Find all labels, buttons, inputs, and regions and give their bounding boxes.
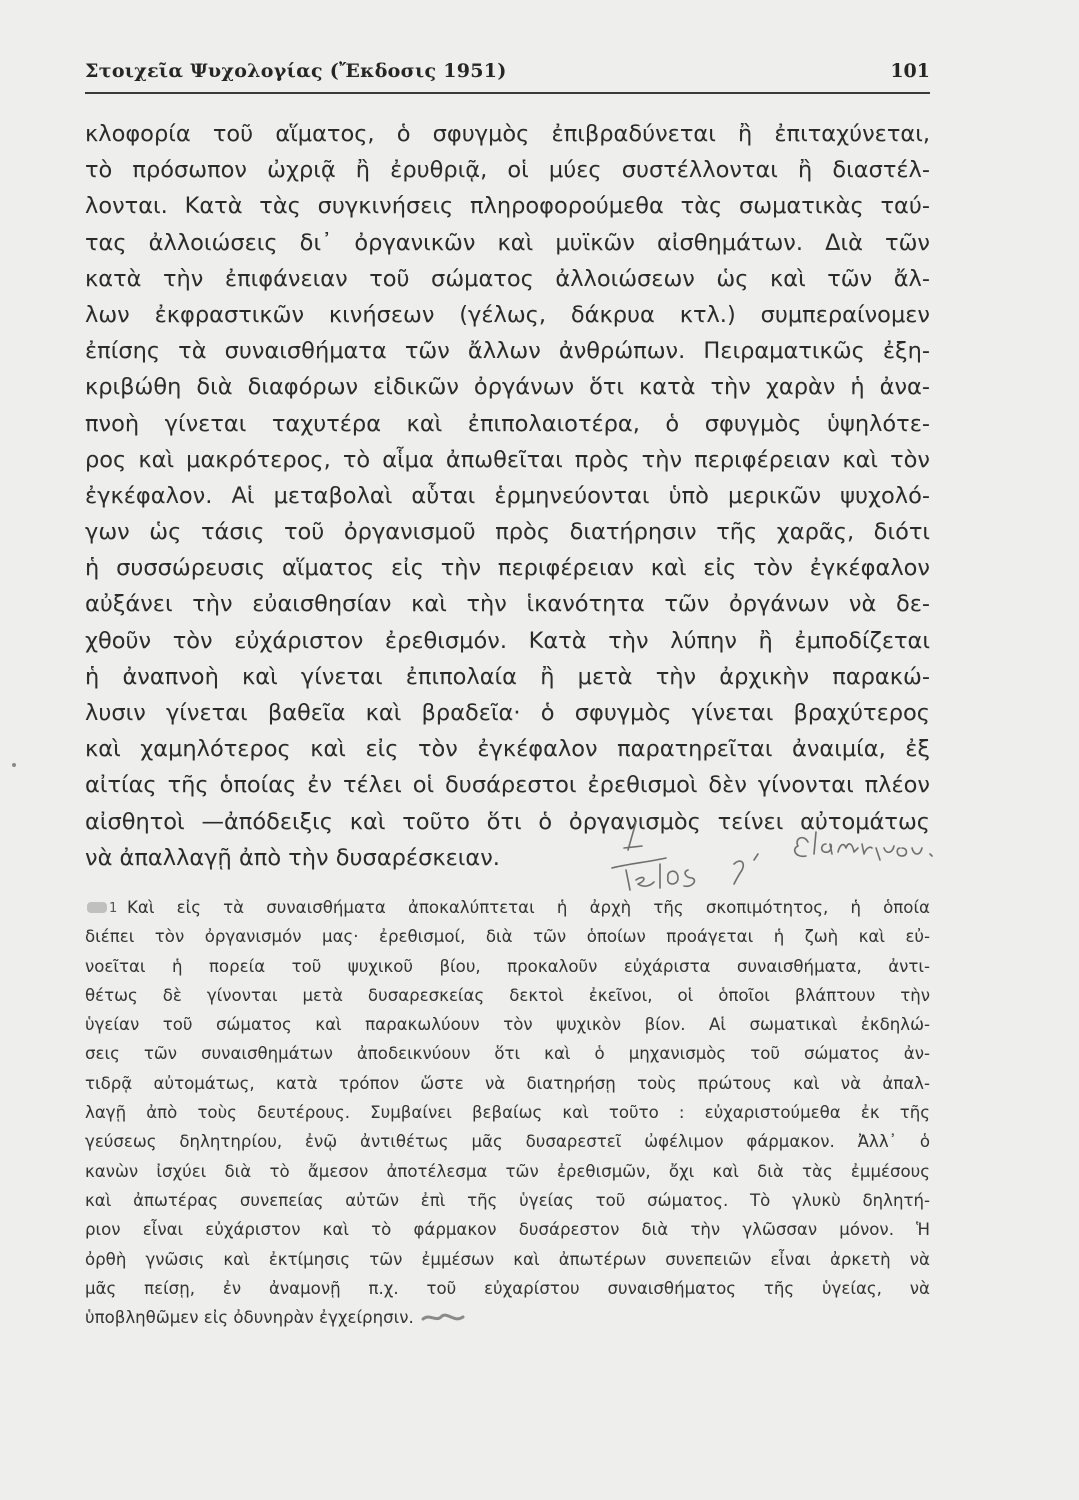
- text-line: κλοφορία τοῦ αἵματος, ὁ σφυγμὸς ἐπιβραδύνεται ἢ ἐπιταχύνεται,: [85, 121, 930, 147]
- text-line: ἐπίσης τὰ συναισθήματα τῶν ἄλλων ἀνθρώπων. Πειραματικῶς ἐξη-: [85, 338, 930, 365]
- footnote-line: νοεῖται ἡ πορεία τοῦ ψυχικοῦ βίου, προκαλοῦν εὐχάριστα συναισθήματα, ἀντι-: [85, 956, 930, 976]
- footnote-text: ὑποβληθῶμεν εἰς ὀδυνηρὰν ἐγχείρησιν.: [85, 1308, 414, 1328]
- text-line: αὐξάνει τὴν εὐαισθησίαν καὶ τὴν ἱκανότητα τῶν ὀργάνων νὰ δε-: [85, 591, 930, 618]
- footnote-line: σεις τῶν συναισθημάτων ἀποδεικνύουν ὅτι καὶ ὁ μηχανισμὸς τοῦ σώματος ἀν-: [85, 1044, 930, 1064]
- footnote-line: ὑγείαν τοῦ σώματος καὶ παρακωλύουν τὸν ψυχικὸν βίον. Αἱ σωματικαὶ ἐκδηλώ-: [85, 1015, 930, 1035]
- footnote-line: καὶ ἀπωτέρας συνεπείας αὐτῶν ἐπὶ τῆς ὑγείας τοῦ σώματος. Τὸ γλυκὺ δηλητή-: [85, 1190, 930, 1210]
- text-line: κριβώθη διὰ διαφόρων εἰδικῶν ὀργάνων ὅτι κατὰ τὴν χαρὰν ἡ ἀνα-: [85, 374, 930, 401]
- text-line: ἐγκέφαλον. Αἱ μεταβολαὶ αὗται ἑρμηνεύονται ὑπὸ μερικῶν ψυχολό-: [85, 482, 930, 509]
- handwritten-annotation: [608, 818, 968, 898]
- footnote-line-last: [85, 1303, 930, 1332]
- footnote-line: ριον εἶναι εὐχάριστον καὶ τὸ φάρμακον δυσάρεστον διὰ τὴν γλῶσσαν μόνον. Ἡ: [85, 1220, 930, 1240]
- footnote-line: κανὼν ἰσχύει διὰ τὸ ἄμεσον ἀποτέλεσμα τῶν ἐρεθισμῶν, ὄχι καὶ διὰ τὰς ἐμμέσους: [85, 1161, 930, 1181]
- footnote-line: διέπει τὸν ὀργανισμόν μας· ἐρεθισμοί, διὰ τῶν ὁποίων προάγεται ἡ ζωὴ καὶ εὐ-: [85, 927, 930, 947]
- text-line: ἡ συσσώρευσις αἵματος εἰς τὴν περιφέρειαν καὶ εἰς τὸν ἐγκέφαλον: [85, 555, 930, 582]
- footnote-text: Καὶ εἰς τὰ συναισθήματα ἀποκαλύπτεται ἡ ἀρχὴ τῆς σκοπιμότητος, ἡ ὁποία: [127, 898, 930, 917]
- text-line: γων ὡς τάσις τοῦ ὀργανισμοῦ πρὸς διατήρησιν τῆς χαρᾶς, διότι: [85, 519, 930, 546]
- footnote-line: θέτως δὲ γίνονται μετὰ δυσαρεσκείας δεκτοὶ ἐκεῖνοι, οἱ ὁποῖοι βλάπτουν τὴν: [85, 985, 930, 1005]
- main-text: [85, 116, 930, 876]
- text-line: αἰτίας τῆς ὁποίας ἐν τέλει οἱ δυσάρεστοι ἐρεθισμοὶ δὲν γίνονται πλέον: [85, 772, 930, 799]
- footnote-line: λαγῇ ἀπὸ τοὺς δευτέρους. Συμβαίνει βεβαίως καὶ τοῦτο : εὐχαριστούμεθα ἐκ τῆς: [85, 1103, 930, 1123]
- text-line: τας ἀλλοιώσεις δι᾽ ὀργανικῶν καὶ μυϊκῶν αἰσθημάτων. Διὰ τῶν: [85, 229, 930, 256]
- text-line: τὸ πρόσωπον ὠχριᾷ ἢ ἐρυθριᾷ, οἱ μύες συστέλλονται ἢ διαστέλ-: [85, 157, 930, 184]
- text-line: καὶ χαμηλότερος καὶ εἰς τὸν ἐγκέφαλον παρατηρεῖται ἀναιμία, ἐξ: [85, 736, 930, 763]
- text-line: λων ἐκφραστικῶν κινήσεων (γέλως, δάκρυα κτλ.) συμπεραίνομεν: [85, 301, 930, 328]
- text-line: πνοὴ γίνεται ταχυτέρα καὶ ἐπιπολαιοτέρα, ὁ σφυγμὸς ὑψηλότε-: [85, 410, 930, 437]
- text-line: κατὰ τὴν ἐπιφάνειαν τοῦ σώματος ἀλλοιώσεων ὡς καὶ τῶν ἄλ-: [85, 265, 930, 292]
- footnote-line: [85, 893, 930, 922]
- text-line-last: νὰ ἀπαλλαγῇ ἀπὸ τὴν δυσαρέσκειαν.: [85, 844, 500, 871]
- svg-text:1: 1: [109, 901, 118, 915]
- running-title: Στοιχεῖα Ψυχολογίας (Ἔκδοσις 1951): [85, 60, 507, 82]
- text-line: χθοῦν τὸν εὐχάριστον ἐρεθισμόν. Κατὰ τὴν λύπην ἢ ἐμποδίζεται: [85, 627, 930, 654]
- footnote-line: τιδρᾷ αὐτομάτως, κατὰ τρόπον ὥστε νὰ διατηρήσῃ τοὺς πρώτους καὶ νὰ ἀπαλ-: [85, 1073, 930, 1093]
- text-line: ἡ ἀναπνοὴ καὶ γίνεται ἐπιπολαία ἢ μετὰ τὴν ἀρχικὴν παρακώ-: [85, 663, 930, 690]
- footnote-line: γεύσεως δηλητηρίου, ἐνῷ ἀντιθέτως μᾶς δυσαρεστεῖ ὠφέλιμον φάρμακον. Ἀλλ᾽ ὁ: [85, 1132, 930, 1152]
- footnote-marker-smudge: [85, 899, 125, 915]
- page-number: 101: [890, 60, 930, 82]
- text-line: λυσιν γίνεται βαθεῖα καὶ βραδεῖα· ὁ σφυγμὸς γίνεται βραχύτερος: [85, 700, 930, 726]
- text-line: ρος καὶ μακρότερος, τὸ αἷμα ἀπωθεῖται πρὸς τὴν περιφέρειαν καὶ τὸν: [85, 446, 930, 473]
- footnote: [85, 893, 930, 1332]
- running-header: [85, 58, 930, 94]
- footnote-line: μᾶς πείσῃ, ἐν ἀναμονῇ π.χ. τοῦ εὐχαρίστου συναισθήματος τῆς ὑγείας, νὰ: [85, 1278, 930, 1298]
- text-line: αἰσθητοὶ —ἀπόδειξις καὶ τοῦτο ὅτι ὁ ὀργανισμὸς τείνει αὐτομάτως: [85, 808, 930, 835]
- pencil-scribble-mark: [420, 1310, 466, 1326]
- text-line: λονται. Κατὰ τὰς συγκινήσεις πληροφορούμεθα τὰς σωματικὰς ταύ-: [85, 193, 930, 220]
- footnote-line: ὀρθὴ γνῶσις καὶ ἐκτίμησις τῶν ἐμμέσων καὶ ἀπωτέρων συνεπειῶν εἶναι ἀρκετὴ νὰ: [85, 1249, 930, 1269]
- paper-speck: [12, 763, 16, 767]
